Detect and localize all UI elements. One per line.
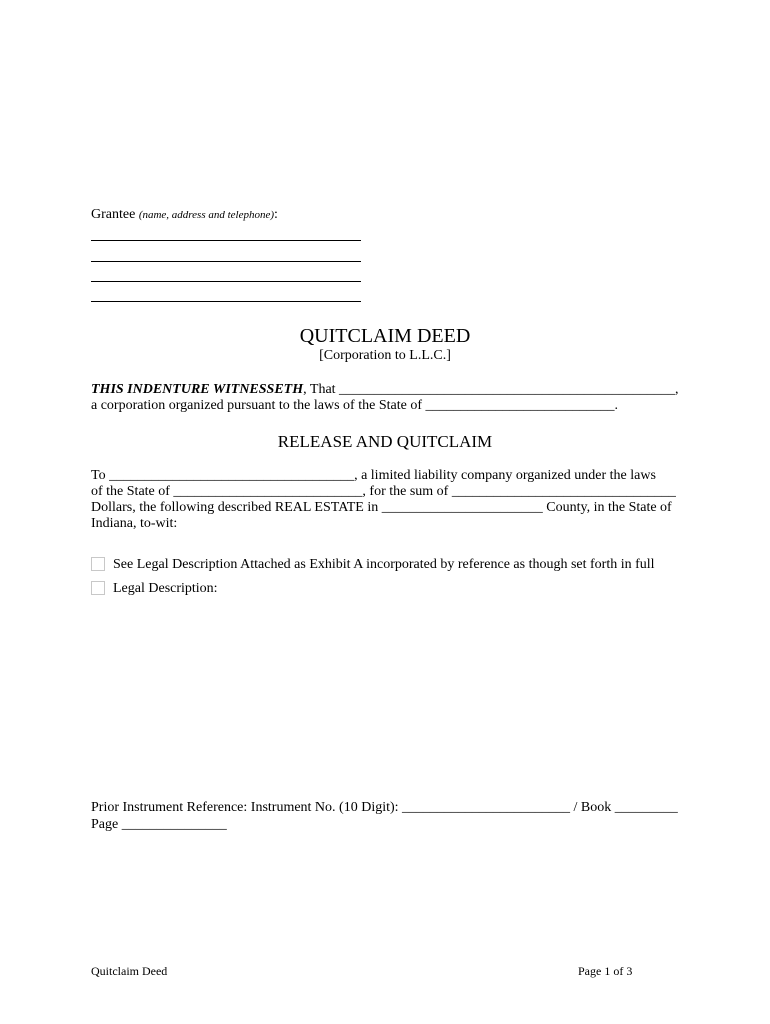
document-subtitle: [Corporation to L.L.C.]: [319, 348, 451, 363]
exhibit-a-label: See Legal Description Attached as Exhibit A incorporated by reference as though set forth in full: [113, 557, 655, 572]
grantee-line-4[interactable]: [91, 301, 361, 302]
document-title: QUITCLAIM DEED: [299, 325, 471, 347]
indenture-line-2: a corporation organized pursuant to the laws of the State of ___________________________.: [91, 398, 618, 413]
grantee-label: [91, 207, 278, 223]
footer-document-name: Quitclaim Deed: [91, 964, 168, 978]
legal-description-checkbox[interactable]: [91, 581, 105, 595]
indenture-line-1: [91, 382, 679, 398]
indenture-lead: THIS INDENTURE WITNESSETH: [91, 382, 304, 397]
section-title: RELEASE AND QUITCLAIM: [277, 432, 493, 451]
release-line-2: of the State of ___________________________, for the sum of ________________________________: [91, 484, 676, 499]
exhibit-a-checkbox[interactable]: [91, 557, 105, 571]
prior-instrument-line-1: Prior Instrument Reference: Instrument No. (10 Digit): ________________________ / Book _________: [91, 800, 678, 815]
grantee-line-2[interactable]: [91, 261, 361, 262]
release-line-3: Dollars, the following described REAL ESTATE in _______________________ County, in the State of: [91, 500, 672, 515]
legal-description-label: Legal Description:: [113, 581, 218, 596]
prior-instrument-line-2: Page _______________: [91, 817, 227, 832]
grantee-hint: (name, address and telephone): [138, 209, 275, 221]
grantee-label-text: Grantee: [91, 207, 136, 222]
release-line-1: To ___________________________________, a limited liability company organized under the laws: [91, 468, 656, 483]
indenture-line-1-rest: , That ________________________________________________,: [303, 382, 679, 397]
grantee-colon: :: [274, 207, 278, 222]
grantee-line-1[interactable]: [91, 240, 361, 241]
grantee-line-3[interactable]: [91, 281, 361, 282]
release-line-4: Indiana, to-wit:: [91, 516, 178, 531]
footer-page-number: Page 1 of 3: [578, 964, 633, 978]
